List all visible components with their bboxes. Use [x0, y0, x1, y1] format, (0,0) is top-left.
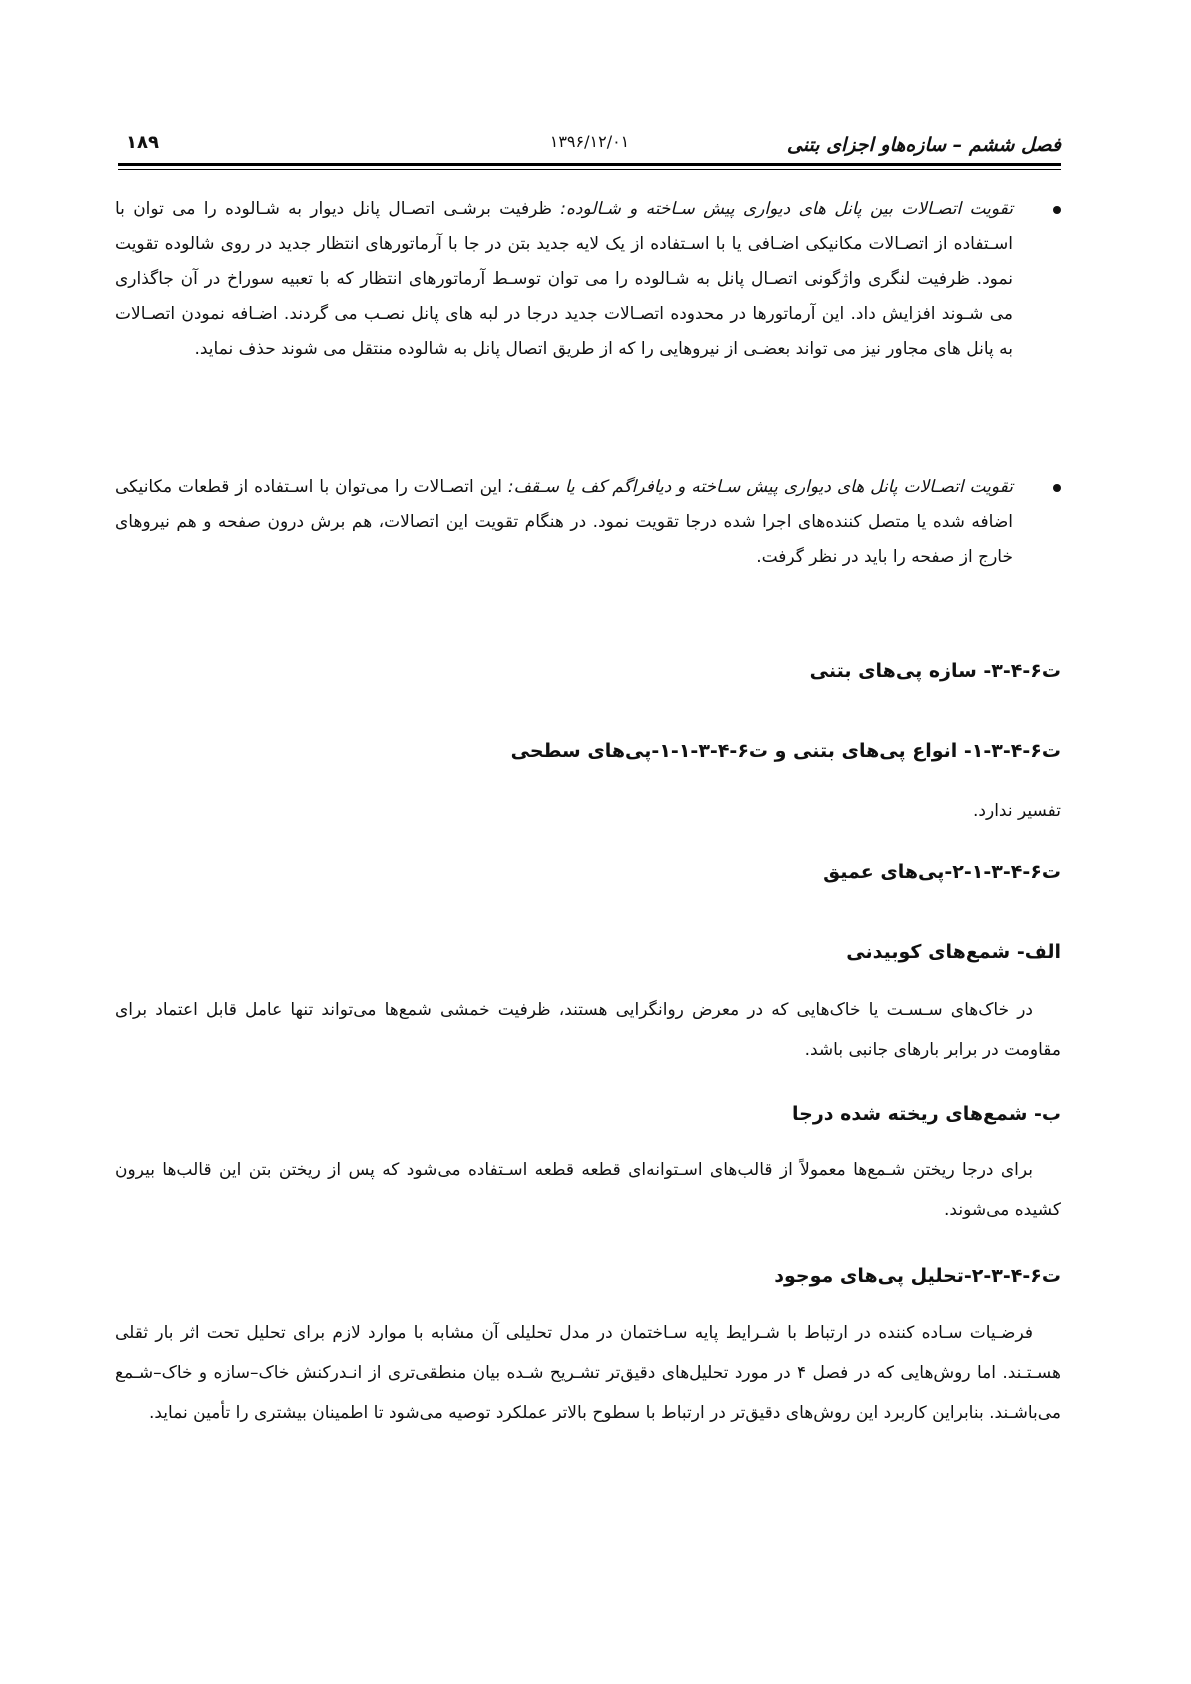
paragraph: در خاک‌های سـسـت یا خاک‌هایی که در معرض روانگرایی هستند، ظرفیت خمشی شمع‌ها می‌تواند تنها عامل قابل اعتماد برای مقاومت در برابر بارهای جانبی باشد. [115, 1000, 1061, 1060]
bullet-lead: تقویت اتصـالات پانل های دیواری پیش سـاخته و دیافراگم کف یا سـقف: [507, 477, 1013, 497]
bullet-lead: تقویت اتصـالات بین پانل های دیواری پیش سـاخته و شـالوده: [560, 199, 1014, 219]
item-heading: الف- شمع‌های کوبیدنی [846, 941, 1061, 963]
subsection-heading: ت۶-۴-۳-۱-۲-پی‌های عمیق [823, 861, 1061, 883]
bullet-text [115, 192, 1013, 367]
bullet-dot-icon [1053, 484, 1061, 492]
page-number: ۱۸۹ [126, 132, 159, 153]
subsection-heading: ت۶-۴-۳-۲-تحلیل پی‌های موجود [774, 1265, 1061, 1287]
bullet-item [115, 470, 1061, 575]
chapter-title: فصل ششم – سازه‌هاو اجزای بتنی [786, 134, 1061, 156]
header-rule-thin [118, 169, 1061, 170]
paragraph: فرضـیات سـاده کننده در ارتباط با شـرایط پایه سـاختمان در مدل تحلیلی آن مشابه با موارد لازم برای تحلیل تحت اثر بار ثقلی هسـتـند. اما روش‌هایی که در فصل ۴ در مورد تحلیل‌های دقیق‌تر تشـریح شـده بیان منطقی‌تری از انـدرکنش خاک–سازه و خاک–شـمع می‌باشـند. بنابراین کاربرد این روش‌های دقیق‌تر در ارتباط با سطوح بالاتر عملکرد توصیه می‌شود تا اطمینان بیشتری را تأمین نماید. [115, 1323, 1061, 1423]
bullet-body: این اتصـالات را می‌توان با اسـتفاده از قطعات مکانیکی اضافه شده یا متصل کننده‌های اجرا شده درجا تقویت نمود. در هنگام تقویت این اتصالات، هم برش درون صفحه و هم نیروهای خارج از صفحه را باید در نظر گرفت. [115, 477, 1013, 567]
paragraph: برای درجا ریختن شـمع‌ها معمولاً از قالب‌های اسـتوانه‌ای قطعه قطعه اسـتفاده می‌شود که پس از ریختن بتن این قالب‌ها بیرون کشیده می‌شوند. [115, 1160, 1061, 1220]
header-rule-thick [118, 163, 1061, 166]
bullet-body: ظرفیت برشـی اتصـال پانل دیوار به شـالوده را می توان با اسـتفاده از اتصـالات مکانیکی اضـافی یا با اسـتفاده از یک لایه جدید بتن در جا با آرماتورهای انتظار جدید در روی شالوده تقویت نمود. ظرفیت لنگری واژگونی اتصـال پانل به شـالوده را می توان توسـط آرماتورهای انتظار که با تعبیه سوراخ در آن جاگذاری می شـوند افزایش داد. این آرماتورها در محدوده اتصـالات جدید درجا در لبه های پانل نصـب می گردند. اضـافه نمودن اتصـالات به پانل های مجاور نیز می تواند بعضـی از نیروهایی را که از طریق اتصال پانل به شالوده منتقل می شوند حذف نماید. [115, 199, 1013, 359]
subsection-heading: ت۶-۴-۳-۱- انواع پی‌های بتنی و ت۶-۴-۳-۱-۱-پی‌های سطحی [510, 740, 1061, 762]
bullet-item [115, 192, 1061, 367]
bullet-text [115, 470, 1013, 575]
bullet-dot-icon [1053, 206, 1061, 214]
item-heading: ب- شمع‌های ریخته شده درجا [792, 1103, 1061, 1125]
header-date: ۱۳۹۶/۱۲/۰۱ [549, 132, 630, 151]
no-commentary-text: تفسیر ندارد. [973, 801, 1061, 821]
page-header [118, 126, 1061, 166]
section-heading: ت۶-۴-۳- سازه پی‌های بتنی [809, 660, 1061, 682]
